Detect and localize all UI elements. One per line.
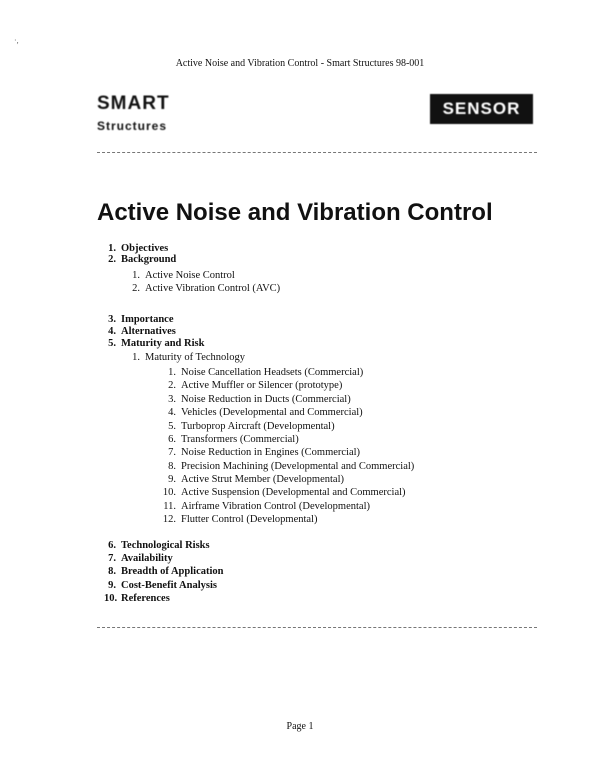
item-text: Active Noise Control (145, 270, 235, 281)
item-text: Noise Reduction in Engines (Commercial) (181, 447, 361, 458)
item-text: Flutter Control (Developmental) (181, 514, 318, 525)
item-text: Availability (121, 553, 173, 564)
running-header: Active Noise and Vibration Control - Smart Structures 98-001 (175, 58, 425, 69)
divider-bottom (97, 627, 537, 628)
item-text: Active Strut Member (Developmental) (181, 474, 344, 485)
item-number: 9. (168, 474, 176, 485)
item-number: 8. (168, 461, 176, 472)
item-number: 4. (168, 407, 176, 418)
item-number: 1. (108, 243, 116, 254)
outline-item-level-1 (104, 553, 173, 564)
item-number: 1. (168, 367, 176, 378)
item-number: 3. (108, 314, 116, 325)
item-text: Active Suspension (Developmental and Commercial) (181, 487, 406, 498)
item-text: Maturity of Technology (145, 352, 245, 363)
item-text: References (121, 593, 170, 604)
item-number: 6. (168, 434, 176, 445)
item-text: Vehicles (Developmental and Commercial) (181, 407, 363, 418)
item-number: 2. (108, 254, 116, 265)
item-number: 5. (168, 421, 176, 432)
outline-item-level-1 (104, 580, 217, 591)
item-text: Importance (121, 314, 174, 325)
item-text: Noise Cancellation Headsets (Commercial) (181, 367, 364, 378)
item-text: Airframe Vibration Control (Developmental) (181, 501, 370, 512)
logo-right: SENSOR (430, 94, 533, 124)
item-number: 1. (132, 270, 140, 281)
item-number: 2. (132, 283, 140, 294)
item-number: 1. (132, 352, 140, 363)
outline-item-level-3 (156, 407, 363, 418)
outline-item-level-3 (156, 380, 342, 391)
item-number: 6. (108, 540, 116, 551)
outline-item-level-1 (104, 593, 170, 604)
item-text: Noise Reduction in Ducts (Commercial) (181, 394, 351, 405)
item-number: 7. (168, 447, 176, 458)
item-text: Active Vibration Control (AVC) (145, 283, 281, 294)
outline-item-level-3 (156, 501, 370, 512)
outline-item-level-3 (156, 421, 335, 432)
item-text: Technological Risks (121, 540, 210, 551)
item-text: Active Muffler or Silencer (prototype) (181, 380, 343, 391)
item-text: Alternatives (121, 326, 176, 337)
outline-item-level-2 (128, 270, 235, 281)
item-text: Maturity and Risk (121, 338, 205, 349)
outline-item-level-1 (104, 540, 210, 551)
outline-item-level-3 (156, 461, 414, 472)
outline-item-level-3 (156, 434, 299, 445)
item-text: Objectives (121, 243, 169, 254)
outline-item-level-3 (156, 474, 344, 485)
logo-left: SMART (97, 93, 170, 114)
item-number: 7. (108, 553, 116, 564)
outline-item-level-3 (156, 487, 406, 498)
item-number: 11. (163, 501, 176, 512)
item-number: 12. (162, 514, 176, 525)
item-number: 10. (162, 487, 176, 498)
item-number: 4. (108, 326, 116, 337)
outline-item-level-1 (104, 314, 174, 325)
outline-item-level-1 (104, 338, 204, 349)
item-number: 10. (104, 593, 118, 604)
page-number: Page 1 (286, 721, 314, 732)
outline-item-level-1 (104, 254, 176, 265)
item-number: 9. (108, 580, 116, 591)
item-number: 5. (108, 338, 116, 349)
item-text: Background (121, 254, 177, 265)
item-text: Breadth of Application (121, 566, 224, 577)
outline-item-level-3 (156, 514, 317, 525)
item-number: 8. (108, 566, 116, 577)
outline-item-level-1 (104, 243, 168, 254)
outline-item-level-2 (128, 283, 280, 294)
item-text: Transformers (Commercial) (181, 434, 299, 445)
outline-item-level-1 (104, 566, 224, 577)
item-number: 3. (168, 394, 176, 405)
logo-left-subtitle: Structures (97, 119, 168, 133)
page-title: Active Noise and Vibration Control (97, 199, 493, 226)
outline-item-level-1 (104, 326, 176, 337)
item-text: Cost-Benefit Analysis (121, 580, 217, 591)
outline-item-level-3 (156, 367, 363, 378)
divider-top (97, 152, 537, 153)
outline-item-level-2 (128, 352, 245, 363)
outline-item-level-3 (156, 394, 351, 405)
item-text: Precision Machining (Developmental and Commercial) (181, 461, 415, 472)
item-number: 2. (168, 380, 176, 391)
item-text: Turboprop Aircraft (Developmental) (181, 421, 335, 432)
scan-mark: ·, (14, 36, 19, 45)
outline-item-level-3 (156, 447, 360, 458)
